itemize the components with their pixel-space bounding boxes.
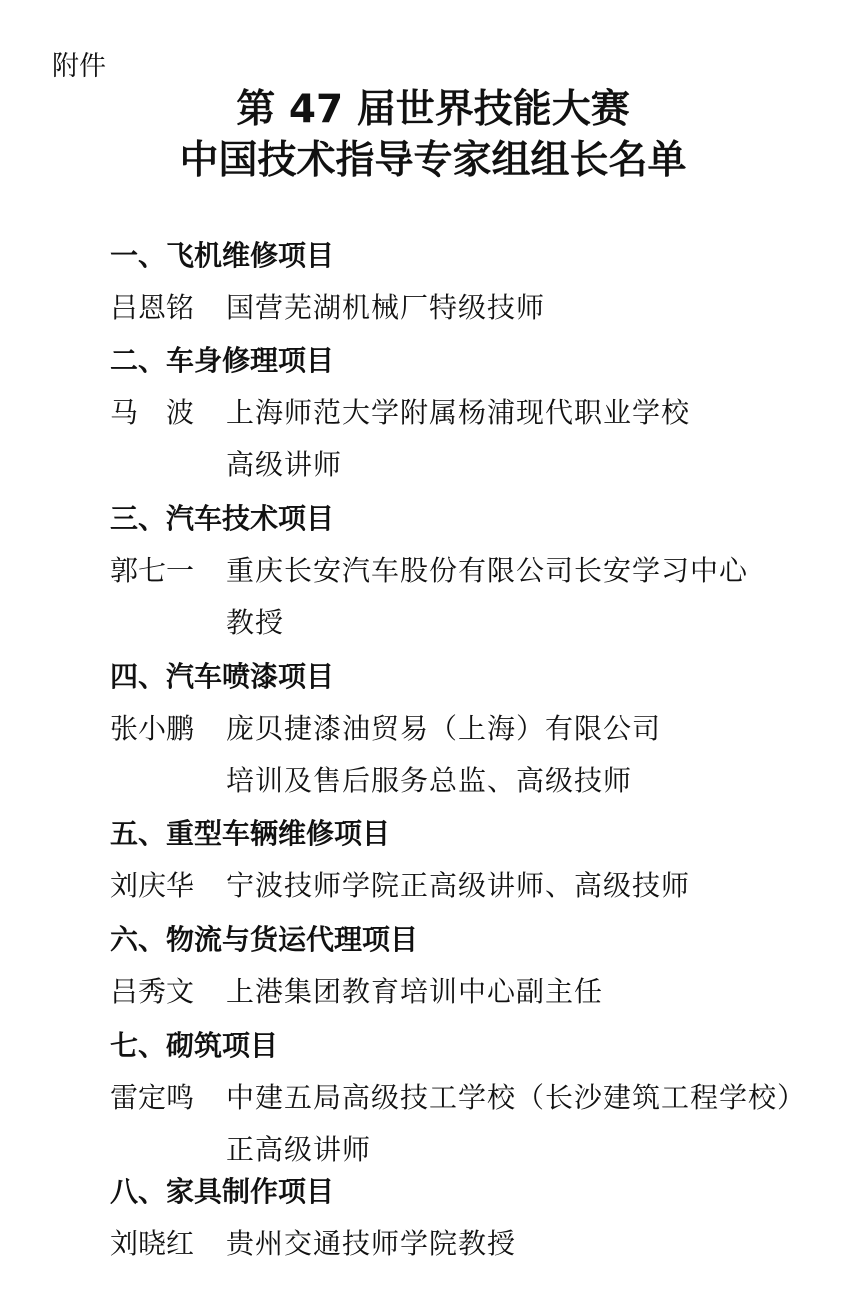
expert-name: 吕秀文 bbox=[110, 975, 195, 1008]
section-freight-forwarding bbox=[110, 914, 850, 1018]
expert-entry bbox=[110, 966, 850, 1018]
expert-description-line: 庞贝捷漆油贸易（上海）有限公司 bbox=[226, 712, 662, 745]
section-heavy-vehicle-maintenance bbox=[110, 808, 850, 912]
expert-description-line: 高级讲师 bbox=[226, 448, 343, 481]
section-car-painting bbox=[110, 651, 850, 807]
section-heading: 一、飞机维修项目 bbox=[110, 239, 335, 272]
expert-name: 刘庆华 bbox=[110, 869, 195, 902]
expert-description-line: 中建五局高级技工学校（长沙建筑工程学校） bbox=[226, 1081, 807, 1114]
expert-name: 吕恩铭 bbox=[110, 291, 195, 324]
section-automobile-technology bbox=[110, 493, 850, 649]
expert-description-line: 上港集团教育培训中心副主任 bbox=[226, 975, 604, 1008]
expert-description bbox=[226, 703, 850, 807]
expert-entry bbox=[110, 387, 850, 491]
expert-name: 郭七一 bbox=[110, 554, 195, 587]
section-heading: 二、车身修理项目 bbox=[110, 344, 335, 377]
expert-name: 马 波 bbox=[110, 396, 195, 429]
section-autobody-repair bbox=[110, 335, 850, 491]
expert-description bbox=[226, 1072, 850, 1176]
attachment-label: 附件 bbox=[52, 51, 106, 82]
section-aircraft-maintenance bbox=[110, 230, 850, 334]
document-title-line-1: 第 47 届世界技能大赛 bbox=[236, 87, 630, 132]
expert-name: 张小鹏 bbox=[110, 712, 195, 745]
expert-description-line: 上海师范大学附属杨浦现代职业学校 bbox=[226, 396, 691, 429]
expert-description-line: 国营芜湖机械厂特级技师 bbox=[226, 291, 546, 324]
expert-description bbox=[226, 966, 850, 1018]
expert-description-line: 培训及售后服务总监、高级技师 bbox=[226, 764, 633, 797]
expert-description-line: 正高级讲师 bbox=[226, 1133, 372, 1166]
section-cabinetmaking bbox=[110, 1166, 850, 1270]
expert-description-line: 重庆长安汽车股份有限公司长安学习中心 bbox=[226, 554, 749, 587]
expert-description bbox=[226, 860, 850, 912]
expert-entry bbox=[110, 545, 850, 649]
expert-description bbox=[226, 282, 850, 334]
expert-entry bbox=[110, 703, 850, 807]
expert-description-line: 贵州交通技师学院教授 bbox=[226, 1227, 517, 1260]
expert-description-line: 教授 bbox=[226, 606, 285, 639]
section-heading: 六、物流与货运代理项目 bbox=[110, 923, 419, 956]
section-heading: 五、重型车辆维修项目 bbox=[110, 817, 391, 850]
expert-name: 刘晓红 bbox=[110, 1227, 195, 1260]
expert-description bbox=[226, 1218, 850, 1270]
expert-entry bbox=[110, 860, 850, 912]
section-bricklaying bbox=[110, 1020, 850, 1176]
document-title-line-2: 中国技术指导专家组组长名单 bbox=[179, 138, 687, 183]
section-heading: 四、汽车喷漆项目 bbox=[110, 660, 335, 693]
expert-name: 雷定鸣 bbox=[110, 1081, 195, 1114]
expert-entry bbox=[110, 1218, 850, 1270]
expert-description bbox=[226, 545, 850, 649]
expert-description bbox=[226, 387, 850, 491]
expert-description-line: 宁波技师学院正高级讲师、高级技师 bbox=[226, 869, 691, 902]
section-heading: 八、家具制作项目 bbox=[110, 1175, 335, 1208]
section-heading: 七、砌筑项目 bbox=[110, 1029, 279, 1062]
expert-entry bbox=[110, 1072, 850, 1176]
expert-entry bbox=[110, 282, 850, 334]
section-heading: 三、汽车技术项目 bbox=[110, 502, 335, 535]
